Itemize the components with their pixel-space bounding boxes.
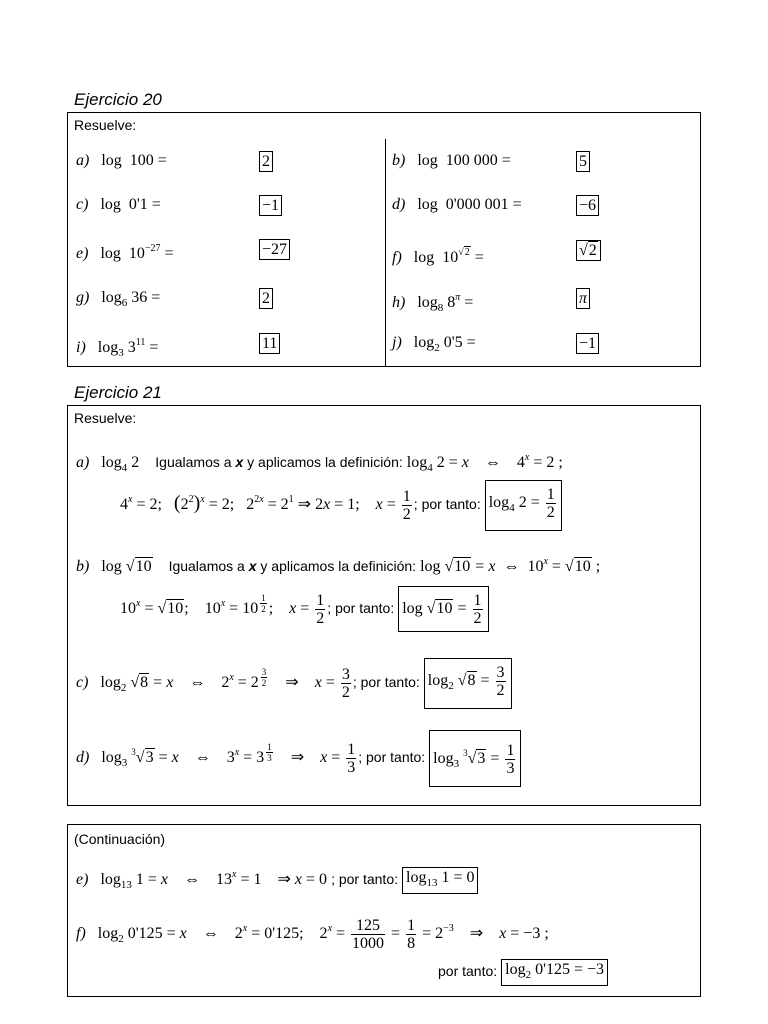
item-d-answer: −6 — [576, 195, 599, 216]
continuation-title: (Continuación) — [74, 831, 166, 847]
item-b-expr: b) log 100 000 = — [392, 152, 511, 169]
item-g-answer: 2 — [259, 288, 273, 309]
item-c-expr: c) log 0'1 = — [76, 196, 161, 213]
resuelve-label: Resuelve: — [74, 410, 137, 426]
item-a-answer: 2 — [259, 151, 273, 172]
item-f-conclusion: por tanto: $\log_2 0'125 = -3$ — [438, 959, 608, 986]
exercise-20-box — [67, 112, 701, 367]
item-a-expr: a) log 100 = — [76, 152, 167, 169]
item-f-answer: √2 — [576, 240, 601, 261]
item-f-expr: f) $\log 10^{√2}$ = — [392, 247, 484, 266]
item-b-line1: b) log √10 Igualamos a x y aplicamos la definición: log √10 = x ⇔ $10^x = √10$ ; — [76, 556, 601, 575]
item-h-answer: π — [576, 288, 590, 309]
resuelve-label: Resuelve: — [74, 117, 137, 133]
item-c-line: c) $\log_2 √8 = x$ ⇔ $2^x = 2$ $^{\frac{3}{2}}$ ⇒ x = $\frac{3}{2}$ ; por tanto: $\log_2 √8$ = $\frac{3}{2}$ — [76, 656, 512, 710]
item-h-expr: h) $\log_8 8^\pi$ = — [392, 292, 474, 314]
item-j-answer: −1 — [576, 333, 599, 354]
exercise-21-box — [67, 405, 701, 806]
item-d-expr: d) log 0'000 001 = — [392, 196, 522, 213]
item-e-answer: −27 — [259, 239, 290, 260]
item-j-expr: j) $\log_2 0'5$ = — [392, 334, 476, 354]
item-b-answer: 5 — [576, 151, 590, 172]
item-i-expr: i) $\log_3 3^{11}$ = — [76, 337, 159, 359]
item-f-line: f) $\log_2 0'125 = x$ ⇔ $2^x = 0'125$; $2^x$ = $\frac{125}{1000}$ = $\frac{1}{8}$ = $2^{-3}$ ⇒ x = −3 ; — [76, 916, 549, 952]
item-e-line: e) $\log_{13} 1 = x$ ⇔ $13^x = 1$ ⇒ x = 0 ; por tanto: $\log_{13} 1 = 0$ — [76, 865, 478, 895]
column-divider — [385, 139, 386, 367]
exercise-21-title: Ejercicio 21 — [74, 383, 162, 402]
item-a-line1: a) $\log_4 2$ Igualamos a x y aplicamos la definición: $\log_4 2 = x$ ⇔ $4^x = 2$ ; — [76, 452, 563, 474]
item-a-line2: $4^x = 2$; $(2^2)^x = 2$; $2^{2x} = 2^1$ ⇒ 2x = 1; x = $\frac{1}{2}$ ; por tanto: $\log_4 2$ = $\frac{1}{2}$ — [120, 478, 562, 531]
item-b-line2: $10^x = √10$; $10^x = 10$ $^{\frac{1}{2}}$ ; x = $\frac{1}{2}$ ; por tanto: log √10 = $\frac{1}{2}$ — [120, 582, 489, 632]
continuation-box — [67, 824, 701, 997]
item-e-expr: e) $\log 10^{-27}$ = — [76, 243, 174, 262]
item-g-expr: g) $\log_6 36$ = — [76, 289, 161, 309]
item-i-answer: 11 — [259, 333, 280, 354]
item-c-answer: −1 — [259, 195, 282, 216]
exercise-20-title: Ejercicio 20 — [74, 90, 162, 109]
item-d-line: d) $\log_3 ^3√3 = x$ ⇔ $3^x = 3$ $^{\frac{1}{3}}$ ⇒ x = $\frac{1}{3}$ ; por tanto: $\log_3 ^3√3$ = $\frac{1}{3}$ — [76, 730, 521, 787]
